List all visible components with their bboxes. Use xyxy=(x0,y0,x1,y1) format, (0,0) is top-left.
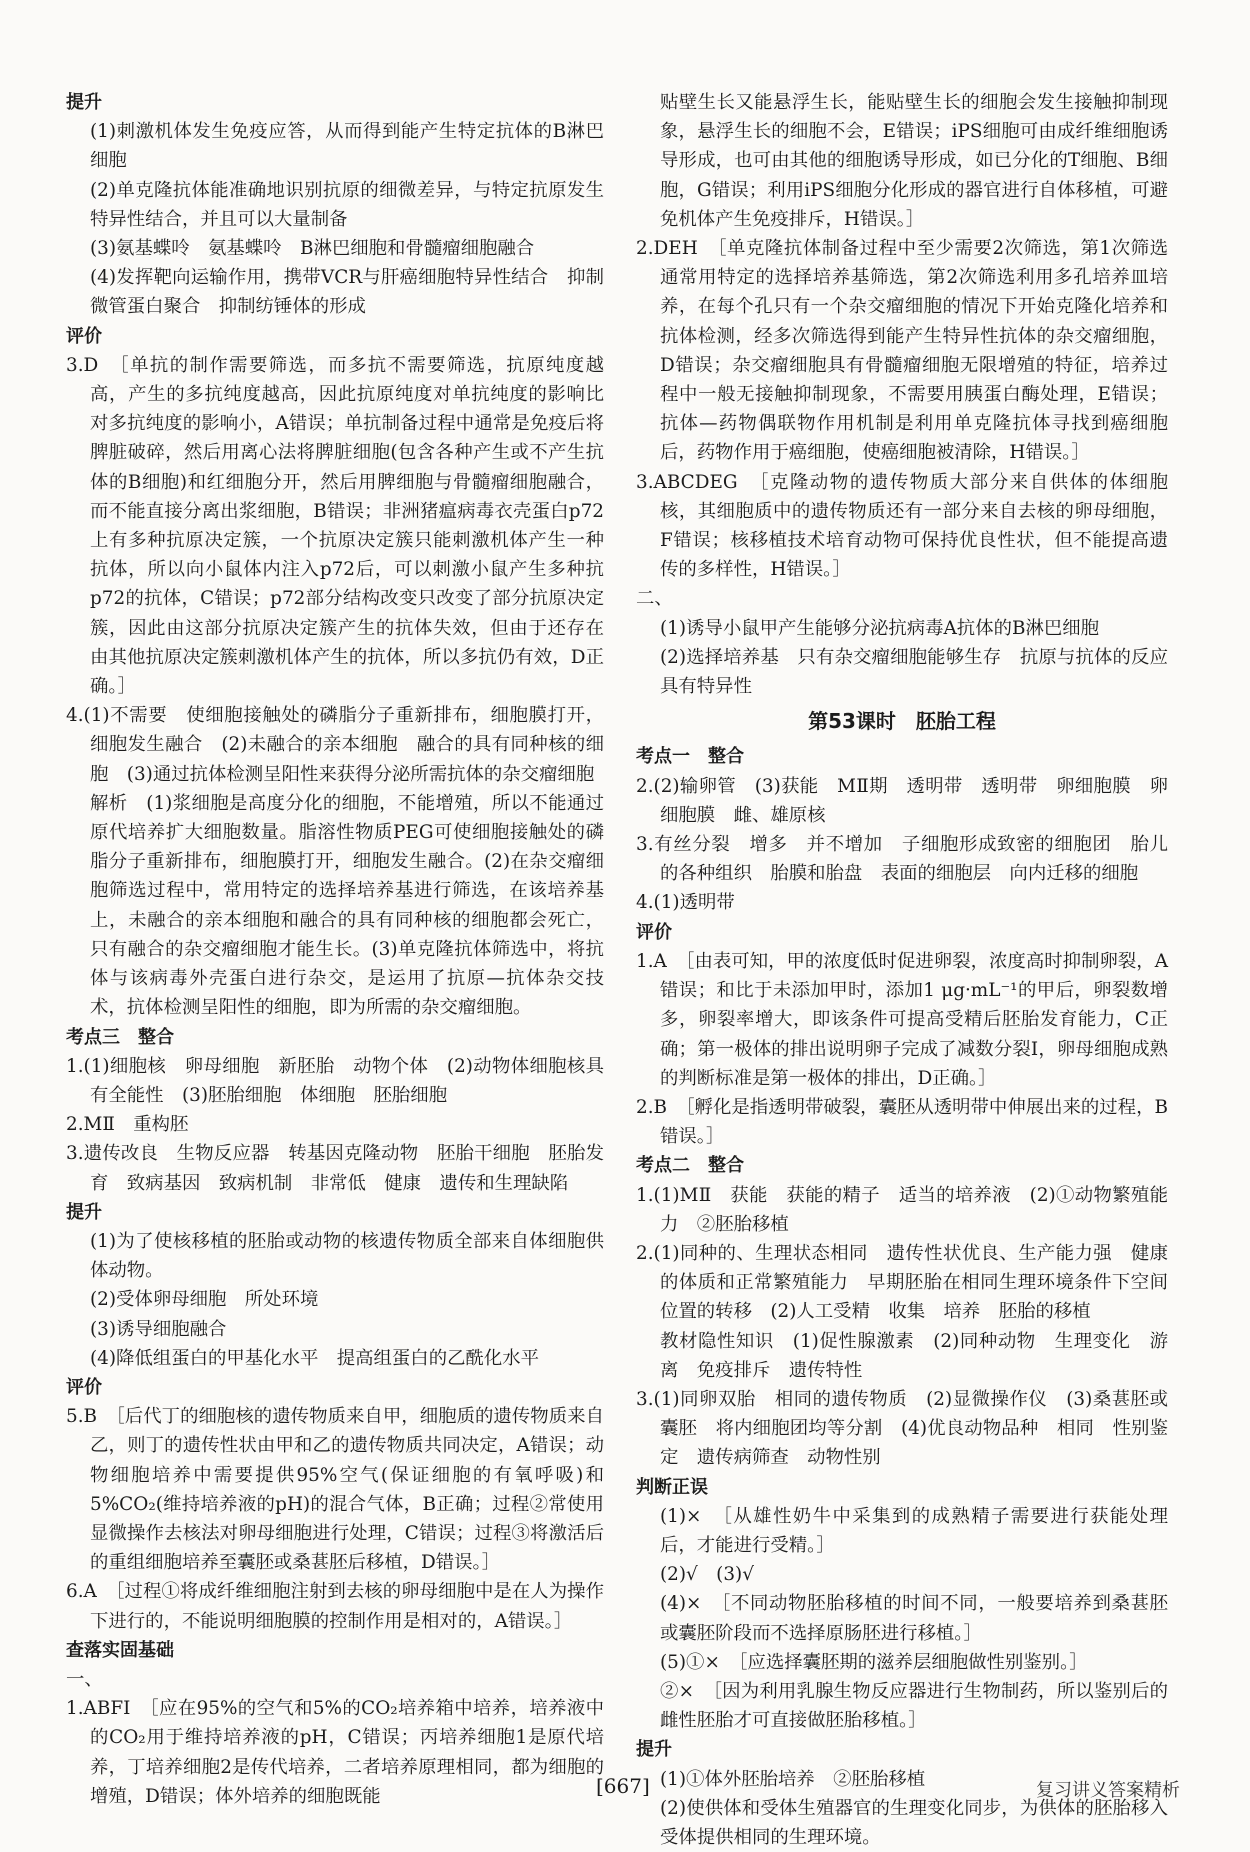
section-heading: 提升 xyxy=(66,1201,102,1223)
section-heading: 提升 xyxy=(636,1739,672,1761)
section-heading: 考点三 整合 xyxy=(66,1026,174,1048)
section-heading: 查落实固基础 xyxy=(66,1639,174,1661)
answer-item: 2.DEH ［单克隆抗体制备过程中至少需要2次筛选，第1次筛选通常用特定的选择培养基筛选，第2次筛选利用多孔培养皿培养，在每个孔只有一个杂交瘤细胞的情况下开始克隆化培养和抗体检测，经多次筛选得到能产生特异性抗体的杂交瘤细胞，D错误；杂交瘤细胞具有骨髓瘤细胞无限增殖的特征，培养过程中一般无接触抑制现象，不需要用胰蛋白酶处理，E错误；抗体—药物偶联物作用机制是利用单克隆抗体寻找到癌细胞后，药物作用于癌细胞，使癌细胞被清除，H错误。］ xyxy=(636,238,1168,464)
section-heading: 判断正误 xyxy=(636,1476,708,1498)
section-marker: 二、 xyxy=(636,588,673,610)
answer-item: 2.MⅡ 重构胚 xyxy=(66,1114,189,1136)
answer-line: ②× ［因为利用乳腺生物反应器进行生物制药，所以鉴别后的雌性胚胎才可直接做胚胎移植。］ xyxy=(660,1680,1168,1732)
answer-item: 1.ABFI ［应在95%的空气和5%的CO₂培养箱中培养，培养液中的CO₂用于维持培养液的pH，C错误；丙培养细胞1是原代培养，丁培养细胞2是传代培养，二者培养原理相同，都为细胞的增殖，D错误；体外培养的细胞既能 xyxy=(66,1698,604,1807)
answer-line: (1)刺激机体发生免疫应答，从而得到能产生特定抗体的B淋巴细胞 xyxy=(90,121,604,172)
lesson-title: 第53课时 胚胎工程 xyxy=(808,709,996,734)
section-heading: 评价 xyxy=(636,921,672,943)
page-number: [667] xyxy=(596,1774,650,1798)
answer-line: (2)单克隆抗体能准确地识别抗原的细微差异，与特定抗原发生特异性结合，并且可以大量制备 xyxy=(90,179,604,230)
answer-line: 解析 (1)浆细胞是高度分化的细胞，不能增殖，所以不能通过原代培养扩大细胞数量。脂溶性物质PEG可使细胞接触处的磷脂分子重新排布，细胞膜打开，细胞发生融合。(2)在杂交瘤细胞筛选过程中，常用特定的选择培养基进行筛选，在该培养基上，未融合的亲本细胞和融合的具有同种核的细胞都会死亡，只有融合的杂交瘤细胞才能生长。(3)单克隆抗体筛选中，将抗体与该病毒外壳蛋白进行杂交，是运用了抗原—抗体杂交技术，抗体检测呈阳性的细胞，即为所需的杂交瘤细胞。 xyxy=(90,792,604,1019)
answer-line: (4)发挥靶向运输作用，携带VCR与肝癌细胞特异性结合 抑制微管蛋白聚合 抑制纺锤体的形成 xyxy=(90,267,604,318)
answer-line: (4)降低组蛋白的甲基化水平 提高组蛋白的乙酰化水平 xyxy=(90,1347,540,1369)
answer-line: (4)× ［不同动物胚胎移植的时间不同，一般要培养到桑葚胚或囊胚阶段而不选择原肠胚进行移植。］ xyxy=(660,1593,1168,1644)
answer-line: (3)诱导细胞融合 xyxy=(90,1318,227,1340)
answer-line: 贴壁生长又能悬浮生长，能贴壁生长的细胞会发生接触抑制现象，悬浮生长的细胞不会，E错误；iPS细胞可由成纤维细胞诱导形成，也可由其他的细胞诱导形成，如已分化的T细胞、B细胞，G错误；利用iPS细胞分化形成的器官进行自体移植，可避免机体产生免疫排斥，H错误。］ xyxy=(660,92,1168,230)
running-title: 复习讲义答案精析 xyxy=(1036,1780,1180,1801)
answer-line: (1)①体外胚胎培养 ②胚胎移植 xyxy=(660,1768,926,1790)
answer-item: 3.遗传改良 生物反应器 转基因克隆动物 胚胎干细胞 胚胎发育 致病基因 致病机制 非常低 健康 遗传和生理缺陷 xyxy=(66,1143,604,1194)
answer-line: (1)为了使核移植的胚胎或动物的核遗传物质全部来自体细胞供体动物。 xyxy=(90,1230,604,1282)
answer-item: 4.(1)不需要 使细胞接触处的磷脂分子重新排布，细胞膜打开，细胞发生融合 (2)未融合的亲本细胞 融合的具有同种核的细胞 (3)通过抗体检测呈阳性来获得分泌所需抗体的杂交瘤细胞 xyxy=(66,705,604,785)
answer-line: (2)√ (3)√ xyxy=(660,1564,754,1586)
answer-line: (2)受体卵母细胞 所处环境 xyxy=(90,1289,319,1311)
answer-line: 教材隐性知识 (1)促性腺激素 (2)同种动物 生理变化 游离 免疫排斥 遗传特性 xyxy=(660,1330,1168,1381)
answer-line: (3)氨基蝶呤 氨基蝶呤 B淋巴细胞和骨髓瘤细胞融合 xyxy=(90,238,535,260)
answer-item: 1.A ［由表可知，甲的浓度低时促进卵裂，浓度高时抑制卵裂，A错误；和比于未添加甲时，添加1 μg·mL⁻¹的甲后，卵裂数增多，卵裂率增大，即该条件可提高受精后胚胎发育能力，C正确；第一极体的排出说明卵子完成了减数分裂Ⅰ，卵母细胞成熟的判断标准是第一极体的排出，D正确。］ xyxy=(636,950,1168,1089)
answer-line: (2)使供体和受体生殖器官的生理变化同步，为供体的胚胎移入受体提供相同的生理环境。 xyxy=(660,1797,1168,1848)
answer-item: 1.(1)细胞核 卵母细胞 新胚胎 动物个体 (2)动物体细胞核具有全能性 (3)胚胎细胞 体细胞 胚胎细胞 xyxy=(66,1055,604,1106)
section-heading: 评价 xyxy=(66,325,102,347)
answer-line: (5)①× ［应选择囊胚期的滋养层细胞做性别鉴别。］ xyxy=(660,1651,1088,1673)
answer-item: 2.(2)输卵管 (3)获能 MⅡ期 透明带 透明带 卵细胞膜 卵细胞膜 雌、雄原核 xyxy=(636,775,1168,826)
left-column xyxy=(66,88,604,1811)
answer-item: 1.(1)MⅡ 获能 获能的精子 适当的培养液 (2)①动物繁殖能力 ②胚胎移植 xyxy=(636,1184,1168,1235)
answer-line: (2)选择培养基 只有杂交瘤细胞能够生存 抗原与抗体的反应具有特异性 xyxy=(660,646,1168,698)
section-heading: 考点一 整合 xyxy=(636,746,744,768)
right-column xyxy=(636,88,1168,1852)
answer-item: 4.(1)透明带 xyxy=(636,892,735,914)
section-heading: 提升 xyxy=(66,92,102,113)
answer-item: 3.D ［单抗的制作需要筛选，而多抗不需要筛选，抗原纯度越高，产生的多抗纯度越高，因此抗原纯度对单抗纯度的影响比对多抗纯度的影响小，A错误；单抗制备过程中通常是免疫后将脾脏破碎，然后用离心法将脾脏细胞(包含各种产生或不产生抗体的B细胞)和红细胞分开，然后用脾细胞与骨髓瘤细胞融合，而不能直接分离出浆细胞，B错误；非洲猪瘟病毒衣壳蛋白p72上有多种抗原决定簇，一个抗原决定簇只能刺激机体产生一种抗体，所以向小鼠体内注入p72后，可以刺激小鼠产生多种抗p72的抗体，C错误；p72部分结构改变只改变了部分抗原决定簇，因此由这部分抗原决定簇产生的抗体失效，但由于还存在由其他抗原决定簇刺激机体产生的抗体，所以多抗仍有效，D正确。］ xyxy=(66,354,604,698)
answer-item: 3.(1)同卵双胎 相同的遗传物质 (2)显微操作仪 (3)桑葚胚或囊胚 将内细胞团均等分割 (4)优良动物品种 相同 性别鉴定 遗传病筛查 动物性别 xyxy=(636,1388,1168,1469)
answer-item: 5.B ［后代丁的细胞核的遗传物质来自甲，细胞质的遗传物质来自乙，则丁的遗传性状由甲和乙的遗传物质共同决定，A错误；动物细胞培养中需要提供95%空气(保证细胞的有氧呼吸)和5%CO₂(维持培养液的pH)的混合气体，B正确；过程②常使用显微操作去核法对卵母细胞进行处理，C错误；过程③将激活后的重组细胞培养至囊胚或桑葚胚后移植，D错误。］ xyxy=(66,1406,604,1574)
section-heading: 考点二 整合 xyxy=(636,1155,744,1177)
section-marker: 一、 xyxy=(66,1668,103,1690)
answer-item: 3.有丝分裂 增多 并不增加 子细胞形成致密的细胞团 胎儿的各种组织 胎膜和胎盘 表面的细胞层 向内迁移的细胞 xyxy=(636,834,1168,885)
answer-line: (1)× ［从雄性奶牛中采集到的成熟精子需要进行获能处理后，才能进行受精。］ xyxy=(660,1505,1168,1556)
answer-line: (1)诱导小鼠甲产生能够分泌抗病毒A抗体的B淋巴细胞 xyxy=(660,617,1100,639)
section-heading: 评价 xyxy=(66,1376,102,1398)
answer-item: 6.A ［过程①将成纤维细胞注射到去核的卵母细胞中是在人为操作下进行的，不能说明细胞膜的控制作用是相对的，A错误。］ xyxy=(66,1581,604,1632)
answer-item: 3.ABCDEG ［克隆动物的遗传物质大部分来自供体的体细胞核，其细胞质中的遗传物质还有一部分来自去核的卵母细胞，F错误；核移植技术培育动物可保持优良性状，但不能提高遗传的多样性，H错误。］ xyxy=(636,471,1168,581)
answer-item: 2.B ［孵化是指透明带破裂，囊胚从透明带中伸展出来的过程，B错误。］ xyxy=(636,1096,1168,1148)
answer-item: 2.(1)同种的、生理状态相同 遗传性状优良、生产能力强 健康的体质和正常繁殖能力 早期胚胎在相同生理环境条件下空间位置的转移 (2)人工受精 收集 培养 胚胎的移植 xyxy=(636,1242,1168,1323)
